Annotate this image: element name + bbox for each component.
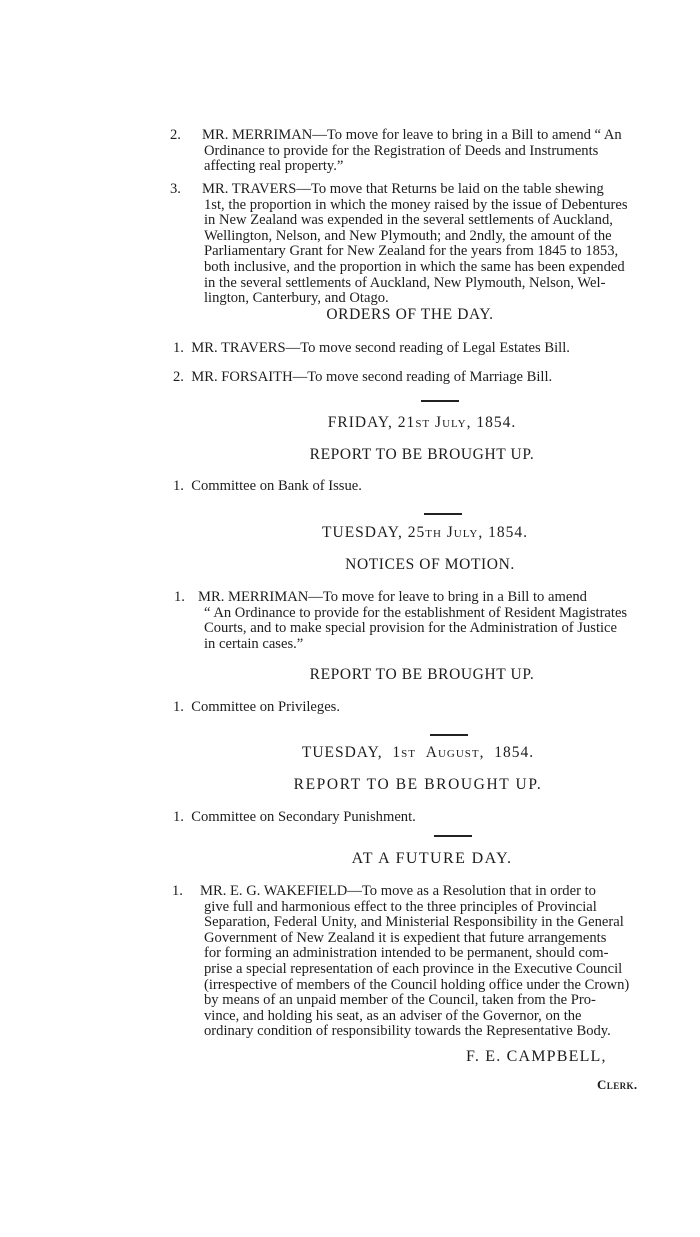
future-heading: AT A FUTURE DAY. [351,850,513,867]
report-item: 1. Committee on Bank of Issue. [173,478,362,494]
section-divider [424,513,462,515]
notice-merriman-deeds [170,128,670,175]
report-heading: REPORT TO BE BROUGHT UP. [309,666,535,683]
date-heading-tuesday-1: TUESDAY, 1st August, 1854. [301,744,535,761]
notice-number: 1. [174,589,185,605]
notice-text: MR. MERRIMAN—To move for leave to bring in a Bill to amend “ An Ordinance to provide for the establishment of Resident Magistrates Courts, and to make special provision for the Administration of Justice in certain cases.” [198,589,628,652]
notice-number: 3. [170,181,181,197]
report-item: 1. Committee on Secondary Punishment. [173,809,416,825]
section-divider [430,734,468,736]
notice-merriman-magistrates [174,590,674,652]
notice-travers-returns [170,182,670,307]
report-item: 1. Committee on Privileges. [173,699,341,715]
order-item: 2. MR. FORSAITH—To move second reading of Marriage Bill. [173,369,553,385]
order-item: 1. MR. TRAVERS—To move second reading of Legal Estates Bill. [173,340,570,356]
section-divider [421,400,459,402]
report-heading: REPORT TO BE BROUGHT UP. [309,446,535,463]
date-heading-friday: FRIDAY, 21st July, 1854. [327,414,517,431]
date-heading-tuesday-25: TUESDAY, 25th July, 1854. [322,524,528,541]
notices-heading: NOTICES OF MOTION. [345,556,515,573]
notice-text: MR. E. G. WAKEFIELD—To move as a Resolution that in order to give full and harmonious effect to the three principles of Provincial Separation, Federal Unity, and Ministerial Responsibility in the General Government of New Zealand it is expedient that future arrangements for forming an administration intended to be permanent, should com- prise a special representation of each province in the Executive Council (irrespective of members of the Council holding office under the Crown) by means of an unpaid member of the Council, taken from the Pro- vince, and holding his seat, as an adviser of the Governor, on the ordinary condition of responsibility towards the Representative Body. [200,883,630,1040]
report-heading: REPORT TO BE BROUGHT UP. [293,776,543,793]
signature-title: Clerk. [597,1077,638,1092]
notice-number: 1. [172,883,183,899]
signature-name: F. E. CAMPBELL, [466,1048,607,1065]
notice-text: MR. TRAVERS—To move that Returns be laid on the table shewing 1st, the proportion in which the money raised by the issue of Debentures in New Zealand was expended in the several settlements of Auckland, Wellington, Nelson, and New Plymouth; and 2ndly, the amount of the Parliamentary Grant for New Zealand for the years from 1845 to 1853, both inclusive, and the proportion in which the same has been expended in the several settlements of Auckland, New Plymouth, Nelson, Wel- lington, Canterbury, and Otago. [202,181,628,307]
orders-heading: ORDERS OF THE DAY. [326,306,494,323]
section-divider [434,835,472,837]
notice-text: MR. MERRIMAN—To move for leave to bring in a Bill to amend “ An Ordinance to provide for the Registration of Deeds and Instruments affecting real property.” [202,127,622,175]
notice-number: 2. [170,127,181,143]
notice-wakefield-resolution [172,884,672,1040]
